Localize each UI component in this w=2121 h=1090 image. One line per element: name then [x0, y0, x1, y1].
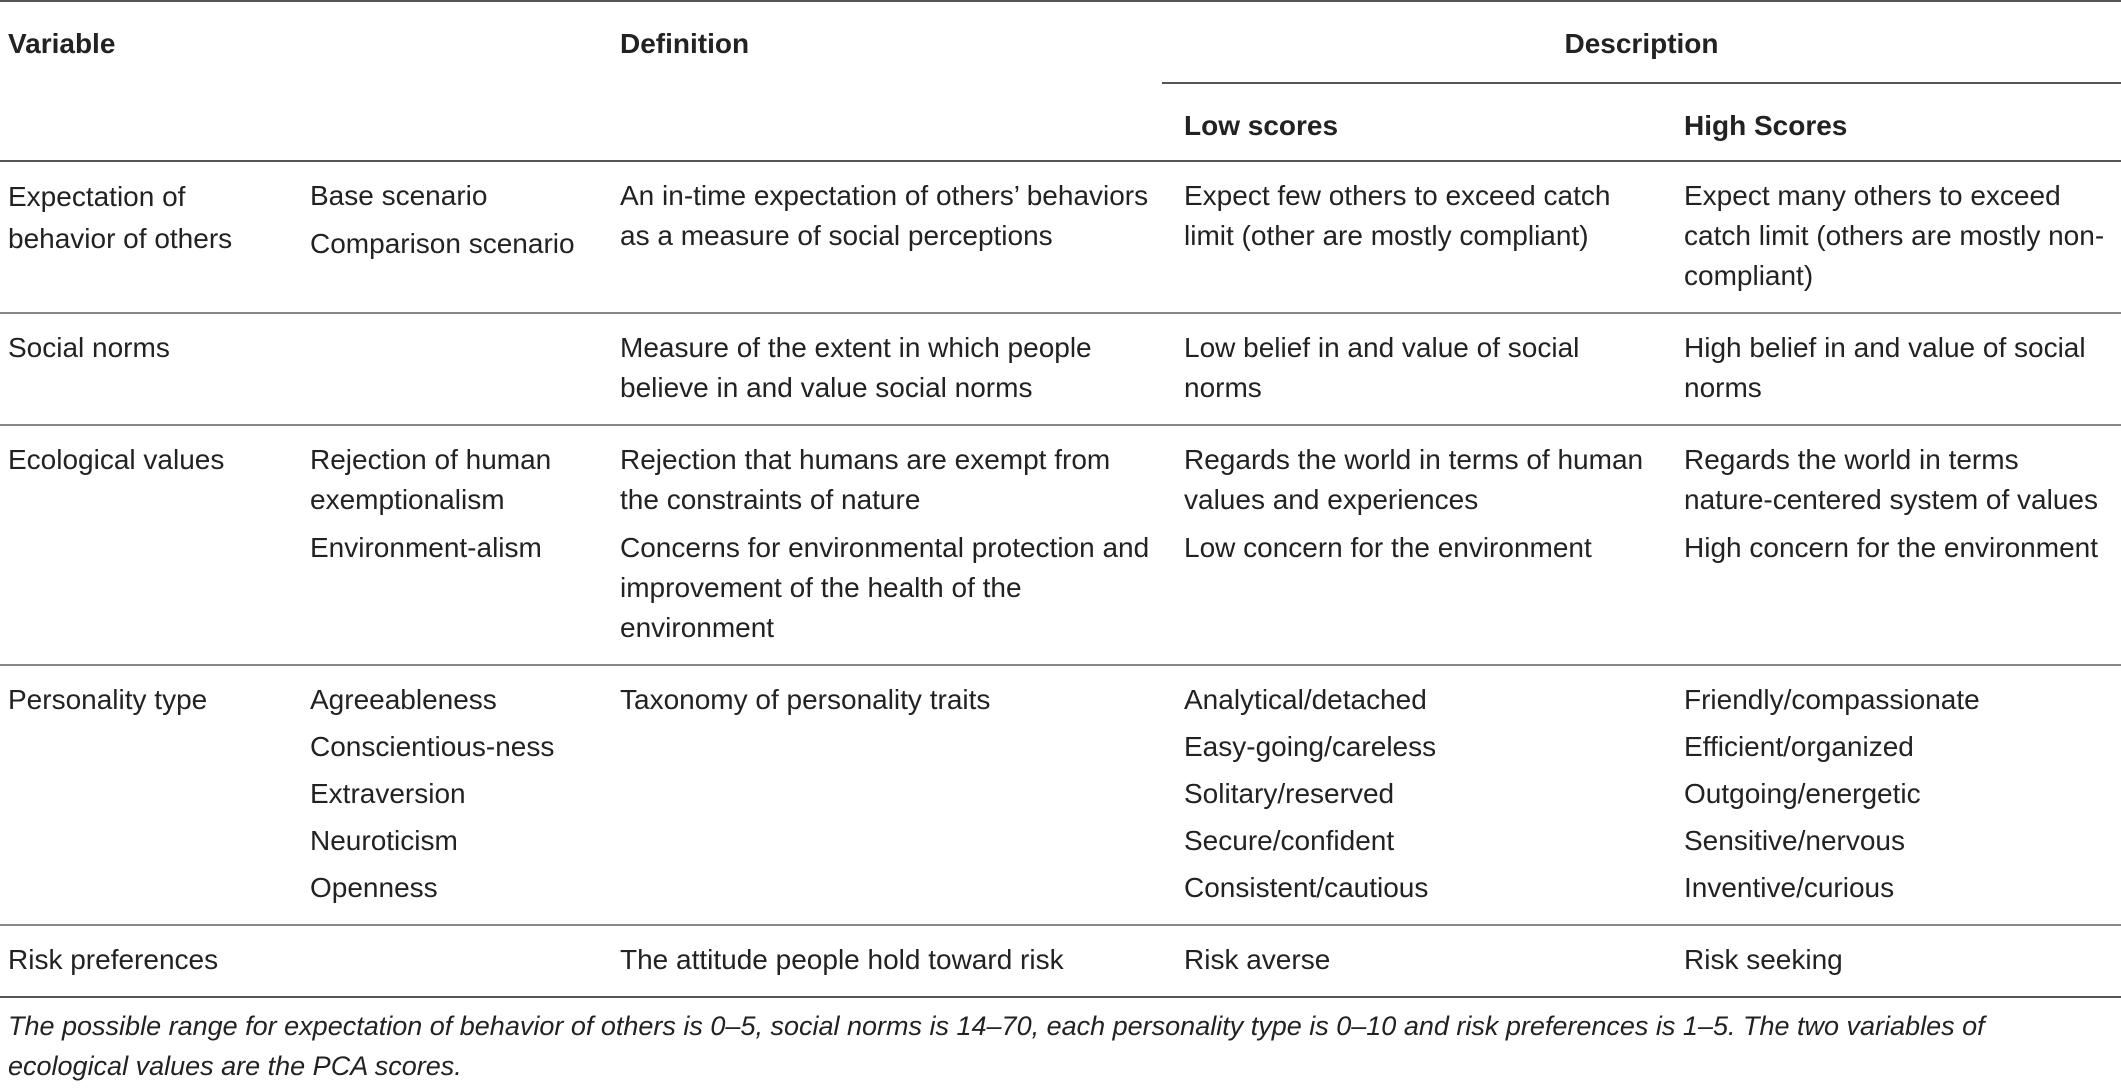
low-score-text: Consistent/cautious	[1184, 872, 1429, 903]
subvariable-item: Conscientious-ness	[310, 731, 555, 762]
cell-variable	[0, 161, 302, 313]
low-score-text: Risk averse	[1184, 944, 1331, 975]
cell-variable	[0, 665, 302, 925]
cell-subvariables	[302, 313, 610, 425]
definition-text: Measure of the extent in which people believe in and value social norms	[620, 332, 1092, 403]
subvariable-item: Extraversion	[310, 778, 466, 809]
header-description: Description	[1162, 1, 2121, 83]
cell-definition	[610, 665, 1162, 925]
variable-name: Ecological values	[8, 444, 225, 475]
cell-subvariables	[302, 925, 610, 997]
low-score-text: Regards the world in terms of human values and experiences	[1184, 444, 1644, 515]
cell-low-scores	[1162, 665, 1662, 925]
header-definition: Definition	[610, 1, 1162, 83]
header-variable: Variable	[0, 1, 610, 83]
cell-high-scores	[1662, 925, 2121, 997]
high-score-text: Regards the world in terms nature-centered system of values	[1684, 444, 2098, 515]
variable-name: Social norms	[8, 332, 170, 363]
variable-name: Expectation of behavior of others	[8, 181, 233, 254]
cell-definition	[610, 425, 1162, 665]
cell-subvariables	[302, 425, 610, 665]
high-score-text: Efficient/organized	[1684, 731, 1914, 762]
high-score-text: High belief in and value of social norms	[1684, 332, 2086, 403]
header-blank-3	[610, 83, 1162, 161]
definition-text: The attitude people hold toward risk	[620, 944, 1064, 975]
header-row-sub	[0, 83, 2121, 161]
header-row-top	[0, 1, 2121, 83]
cell-low-scores	[1162, 161, 1662, 313]
table-row	[0, 313, 2121, 425]
cell-subvariables	[302, 161, 610, 313]
high-score-text: Outgoing/energetic	[1684, 778, 1921, 809]
table-row	[0, 925, 2121, 997]
high-score-text: Risk seeking	[1684, 944, 1843, 975]
subvariable-item: Agreeableness	[310, 684, 497, 715]
cell-low-scores	[1162, 925, 1662, 997]
definition-text: An in-time expectation of others’ behaviors as a measure of social perceptions	[620, 180, 1149, 251]
subvariable-item: Base scenario	[310, 180, 488, 211]
cell-high-scores	[1662, 665, 2121, 925]
header-low-scores: Low scores	[1184, 110, 1339, 141]
cell-definition	[610, 925, 1162, 997]
cell-subvariables	[302, 665, 610, 925]
variable-name: Personality type	[8, 684, 208, 715]
high-score-text: Inventive/curious	[1684, 872, 1895, 903]
cell-low-scores	[1162, 313, 1662, 425]
cell-definition	[610, 161, 1162, 313]
low-score-text: Analytical/detached	[1184, 684, 1427, 715]
low-score-text: Solitary/reserved	[1184, 778, 1395, 809]
high-score-text: High concern for the environment	[1684, 532, 2098, 563]
subvariable-item: Rejection of human exemptionalism	[310, 444, 552, 515]
definition-text: Taxonomy of personality traits	[620, 684, 991, 715]
table-row	[0, 665, 2121, 925]
cell-variable	[0, 925, 302, 997]
cell-definition	[610, 313, 1162, 425]
subvariable-item: Environment-alism	[310, 532, 542, 563]
high-score-text: Friendly/compassionate	[1684, 684, 1980, 715]
subvariable-item: Comparison scenario	[310, 228, 575, 259]
subvariable-item: Openness	[310, 872, 438, 903]
low-score-text: Expect few others to exceed catch limit (other are mostly compliant)	[1184, 180, 1611, 251]
table-row	[0, 425, 2121, 665]
cell-variable	[0, 425, 302, 665]
low-score-text: Low concern for the environment	[1184, 532, 1592, 563]
header-blank-2	[302, 83, 610, 161]
cell-high-scores	[1662, 313, 2121, 425]
definition-text: Rejection that humans are exempt from the constraints of nature	[620, 444, 1111, 515]
cell-high-scores	[1662, 425, 2121, 665]
header-high-scores: High Scores	[1684, 110, 1848, 141]
table-footnote: The possible range for expectation of behavior of others is 0–5, social norms is 14–70, each personality type is 0–10 and risk preferences is 1–5. The two variables of ecological values are the PCA scores.	[8, 1011, 1985, 1081]
table-row	[0, 161, 2121, 313]
subvariable-item: Neuroticism	[310, 825, 458, 856]
cell-variable	[0, 313, 302, 425]
variable-name: Risk preferences	[8, 944, 219, 975]
cell-low-scores	[1162, 425, 1662, 665]
low-score-text: Low belief in and value of social norms	[1184, 332, 1580, 403]
low-score-text: Secure/confident	[1184, 825, 1395, 856]
low-score-text: Easy-going/careless	[1184, 731, 1437, 762]
definition-text: Concerns for environmental protection and improvement of the health of the environment	[620, 532, 1150, 643]
high-score-text: Expect many others to exceed catch limit (others are mostly non-compliant)	[1684, 180, 2105, 291]
cell-high-scores	[1662, 161, 2121, 313]
header-blank-1	[0, 83, 302, 161]
high-score-text: Sensitive/nervous	[1684, 825, 1906, 856]
